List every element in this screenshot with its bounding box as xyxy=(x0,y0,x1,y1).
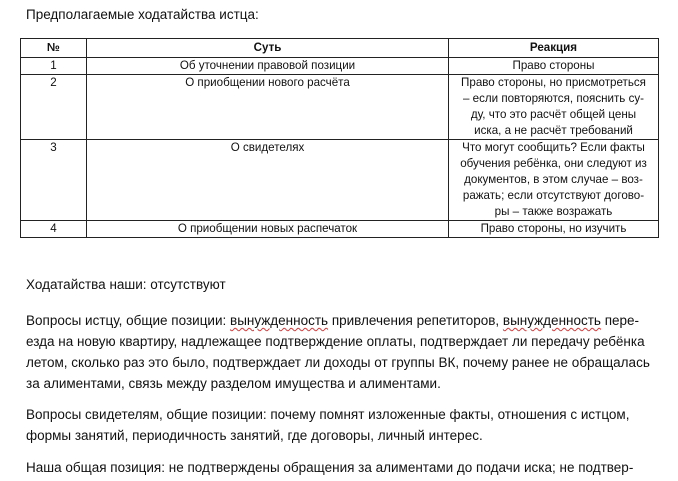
plaintiff-questions-paragraph xyxy=(26,310,658,394)
row-essence: О свидетелях xyxy=(87,140,449,221)
table-row xyxy=(21,221,659,238)
our-motions-paragraph xyxy=(26,274,658,295)
reaction-line: документов, в этом случае – воз- xyxy=(464,173,643,186)
row-reaction xyxy=(449,58,659,75)
spellcheck-word[interactable]: вынужденность xyxy=(502,313,601,328)
paragraph-line: формы занятий, периодичность занятий, где договоры, личный интерес. xyxy=(26,428,483,443)
text-run: пере- xyxy=(600,313,640,328)
reaction-line: Право стороны, но присмотреться xyxy=(461,76,646,89)
row-reaction xyxy=(449,75,659,140)
table-header-row xyxy=(21,39,659,58)
our-position-paragraph xyxy=(26,457,658,478)
motions-table xyxy=(20,38,659,238)
row-number: 1 xyxy=(21,58,87,75)
reaction-line: ры – также возражать xyxy=(494,205,613,218)
reaction-line: Право стороны, но изучить xyxy=(480,222,627,235)
reaction-line: ражать; если отсутствуют догово- xyxy=(462,189,645,202)
spellcheck-word[interactable]: вынужденность xyxy=(230,313,329,328)
paragraph-line: летом, сколько раз это было, подтверждает ли доходы от группы ВК, почему ранее не обращалась xyxy=(26,355,650,370)
header-number: № xyxy=(21,39,87,58)
header-reaction: Реакция xyxy=(449,39,659,58)
table-row xyxy=(21,75,659,140)
row-number: 4 xyxy=(21,221,87,238)
row-essence: О приобщении новых распечаток xyxy=(87,221,449,238)
reaction-line: Право стороны xyxy=(512,59,595,72)
reaction-line: ду, что это расчёт общей цены xyxy=(470,108,637,121)
row-reaction xyxy=(449,221,659,238)
table-row xyxy=(21,58,659,75)
paragraph-line xyxy=(26,310,658,331)
table-row xyxy=(21,140,659,221)
row-reaction xyxy=(449,140,659,221)
reaction-line: – если повторяются, пояснить су- xyxy=(462,92,645,105)
paragraph-line: Наша общая позиция: не подтверждены обращения за алиментами до подачи иска; не подтвер- xyxy=(26,460,634,475)
reaction-line: Что могут сообщить? Если факты xyxy=(462,141,645,154)
paragraph-line: езда на новую квартиру, надлежащее подтверждение оплаты, подтверждает ли передачу ребёнка xyxy=(26,334,645,349)
header-essence: Суть xyxy=(87,39,449,58)
paragraph-line: Ходатайства наши: отсутствуют xyxy=(26,277,226,292)
row-number: 3 xyxy=(21,140,87,221)
witness-questions-paragraph xyxy=(26,404,658,446)
row-essence: Об уточнении правовой позиции xyxy=(87,58,449,75)
text-run: привлечения репетиторов, xyxy=(328,313,503,328)
row-number: 2 xyxy=(21,75,87,140)
section-heading: Предполагаемые ходатайства истца: xyxy=(26,7,259,22)
paragraph-line: Вопросы свидетелям, общие позиции: почему помнят изложенные факты, отношения с истцом, xyxy=(26,407,630,422)
text-run: Вопросы истцу, общие позиции: xyxy=(26,313,231,328)
row-essence: О приобщении нового расчёта xyxy=(87,75,449,140)
reaction-line: обучения ребёнка, они следуют из xyxy=(460,157,647,170)
paragraph-line: за алиментами, связь между разделом имущества и алиментами. xyxy=(26,376,441,391)
reaction-line: иска, а не расчёт требований xyxy=(474,124,633,137)
